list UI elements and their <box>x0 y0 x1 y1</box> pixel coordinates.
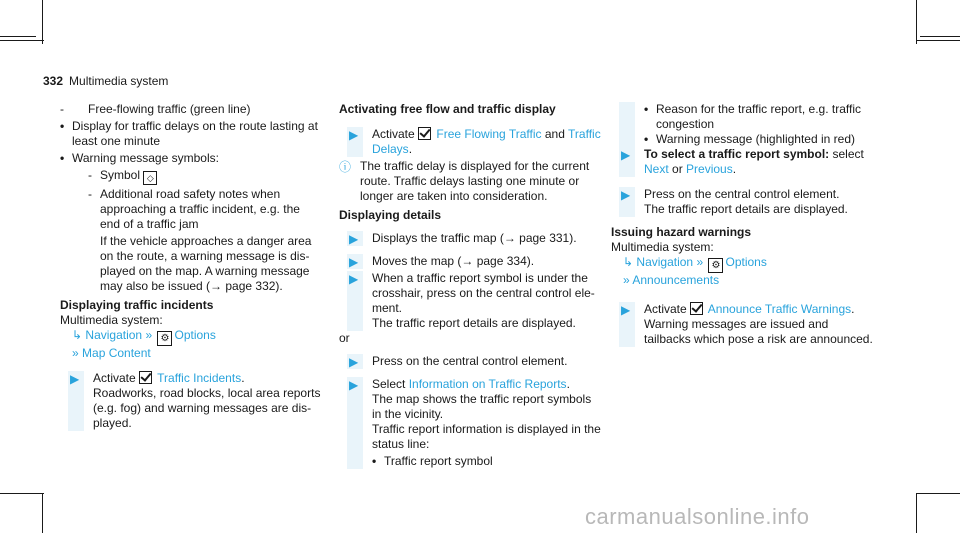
step-arrow-icon: ▶ <box>349 255 359 269</box>
list-item: - Symbol ◇ <box>60 168 322 185</box>
crop-mark <box>0 40 44 41</box>
option-traffic-incidents[interactable]: Traffic Incidents <box>157 371 242 385</box>
step-arrow-icon: ▶ <box>621 303 631 317</box>
crop-mark <box>42 493 43 533</box>
instruction-step: ▶ When a traffic report symbol is under the crosshair, press on the central control ele-ment. The traffic report details are displayed. <box>349 271 595 330</box>
menu-path <box>60 328 322 346</box>
section-heading: Displaying traffic incidents <box>60 298 214 312</box>
column-3 <box>611 102 873 347</box>
instruction-step: ▶ Activate Announce Traffic Warnings. Warning messages are issued and tailbacks which pose a risk are announced. <box>621 302 873 346</box>
menu-path <box>611 255 873 273</box>
option-traffic-delays[interactable]: Traffic Delays <box>372 127 601 156</box>
step-arrow-icon: ▶ <box>349 272 359 286</box>
instruction-step: ▶ Press on the central control element. The traffic report details are displayed. <box>621 187 848 216</box>
list-item: • Warning message symbols: <box>60 151 219 165</box>
crop-mark <box>42 0 43 44</box>
list-item: If the vehicle approaches a danger area on the route, a warning message is dis-played on the map. A warning message may also be issued (→ page 332). <box>100 234 312 293</box>
column-1 <box>60 102 322 431</box>
step-arrow-icon: ▶ <box>70 372 80 386</box>
nav-options[interactable]: Options <box>725 255 767 269</box>
crop-mark <box>920 36 960 37</box>
nav-map-content[interactable]: Map Content <box>82 346 151 360</box>
instruction-step: • Reason for the traffic report, e.g. traffic congestion • Warning message (highlighted in red) <box>611 102 873 147</box>
list-item: • Display for traffic delays on the route lasting at least one minute <box>60 119 318 148</box>
menu-path <box>60 346 322 361</box>
crop-mark <box>916 493 960 494</box>
option-free-flowing-traffic[interactable]: Free Flowing Traffic <box>436 127 542 141</box>
instruction-step: ▶ Displays the traffic map (→ page 331). <box>349 231 577 246</box>
option-next[interactable]: Next <box>644 162 669 176</box>
nav-navigation[interactable]: Navigation <box>85 328 143 342</box>
checkbox-icon <box>418 127 431 140</box>
instruction-step: ▶ Activate Free Flowing Traffic and Traffic Delays. <box>349 127 601 156</box>
nav-navigation[interactable]: Navigation <box>636 255 694 269</box>
instruction-step: ▶ Select Information on Traffic Reports. The map shows the traffic report symbols in the vicinity. Traffic report information is displayed in the status line: • Traffic report symbol <box>349 377 601 468</box>
instruction-step: ▶ Moves the map (→ page 334). <box>349 254 535 269</box>
section-heading: Activating free flow and traffic display <box>339 102 556 116</box>
section-title: Multimedia system <box>69 74 169 88</box>
double-chevron-icon: » <box>623 273 630 287</box>
or-label: or <box>339 331 350 345</box>
checkbox-icon <box>139 371 152 384</box>
crop-mark <box>916 0 917 44</box>
step-arrow-icon: ▶ <box>349 355 359 369</box>
step-arrow-icon: ▶ <box>621 148 631 162</box>
gear-icon: ⚙ <box>708 258 723 273</box>
return-arrow-icon: ↳ <box>623 255 634 269</box>
return-arrow-icon: ↳ <box>72 328 83 342</box>
double-chevron-icon: » <box>696 255 704 269</box>
instruction-step: ▶ Activate Traffic Incidents. Roadworks, road blocks, local area reports (e.g. fog) and warning messages are dis-played. <box>70 371 321 430</box>
step-arrow-icon: ▶ <box>349 232 359 246</box>
step-arrow-icon: ▶ <box>349 128 359 142</box>
double-chevron-icon: » <box>145 328 153 342</box>
menu-path <box>611 273 873 288</box>
nav-announcements[interactable]: Announcements <box>632 273 720 287</box>
crop-mark <box>916 40 960 41</box>
gear-icon: ⚙ <box>157 331 172 346</box>
section-heading: Displaying details <box>339 208 442 222</box>
instruction-step: ▶ To select a traffic report symbol: select Next or Previous. <box>621 147 864 176</box>
section-heading: Issuing hazard warnings <box>611 225 752 239</box>
info-icon: ⓘ <box>339 160 352 174</box>
instruction-step: ▶ Press on the central control element. <box>349 354 568 369</box>
crop-mark <box>0 493 44 494</box>
watermark: carmanualsonline.info <box>585 504 810 529</box>
list-item: - Additional road safety notes when approaching a traffic incident, e.g. the end of a traffic jam <box>88 187 300 231</box>
step-arrow-icon: ▶ <box>349 378 359 392</box>
option-announce-traffic-warnings[interactable]: Announce Traffic Warnings <box>707 302 852 316</box>
page-header <box>43 74 168 89</box>
crop-mark <box>916 493 917 533</box>
warning-symbol-icon: ◇ <box>143 171 157 185</box>
double-chevron-icon: » <box>72 346 79 360</box>
step-arrow-icon: ▶ <box>621 188 631 202</box>
option-information-on-traffic-reports[interactable]: Information on Traffic Reports <box>408 377 567 391</box>
checkbox-icon <box>690 302 703 315</box>
menu-path-label: Multimedia system: <box>611 240 714 254</box>
list-item: - Free-flowing traffic (green line) <box>60 102 251 116</box>
page-number: 332 <box>43 74 64 88</box>
crop-mark <box>0 36 36 37</box>
note: ⓘ The traffic delay is displayed for the current route. Traffic delays lasting one minute or longer are taken into consideration. <box>339 159 590 203</box>
menu-path-label: Multimedia system: <box>60 313 163 327</box>
nav-options[interactable]: Options <box>174 328 216 342</box>
column-2 <box>339 102 601 469</box>
option-previous[interactable]: Previous <box>686 162 733 176</box>
